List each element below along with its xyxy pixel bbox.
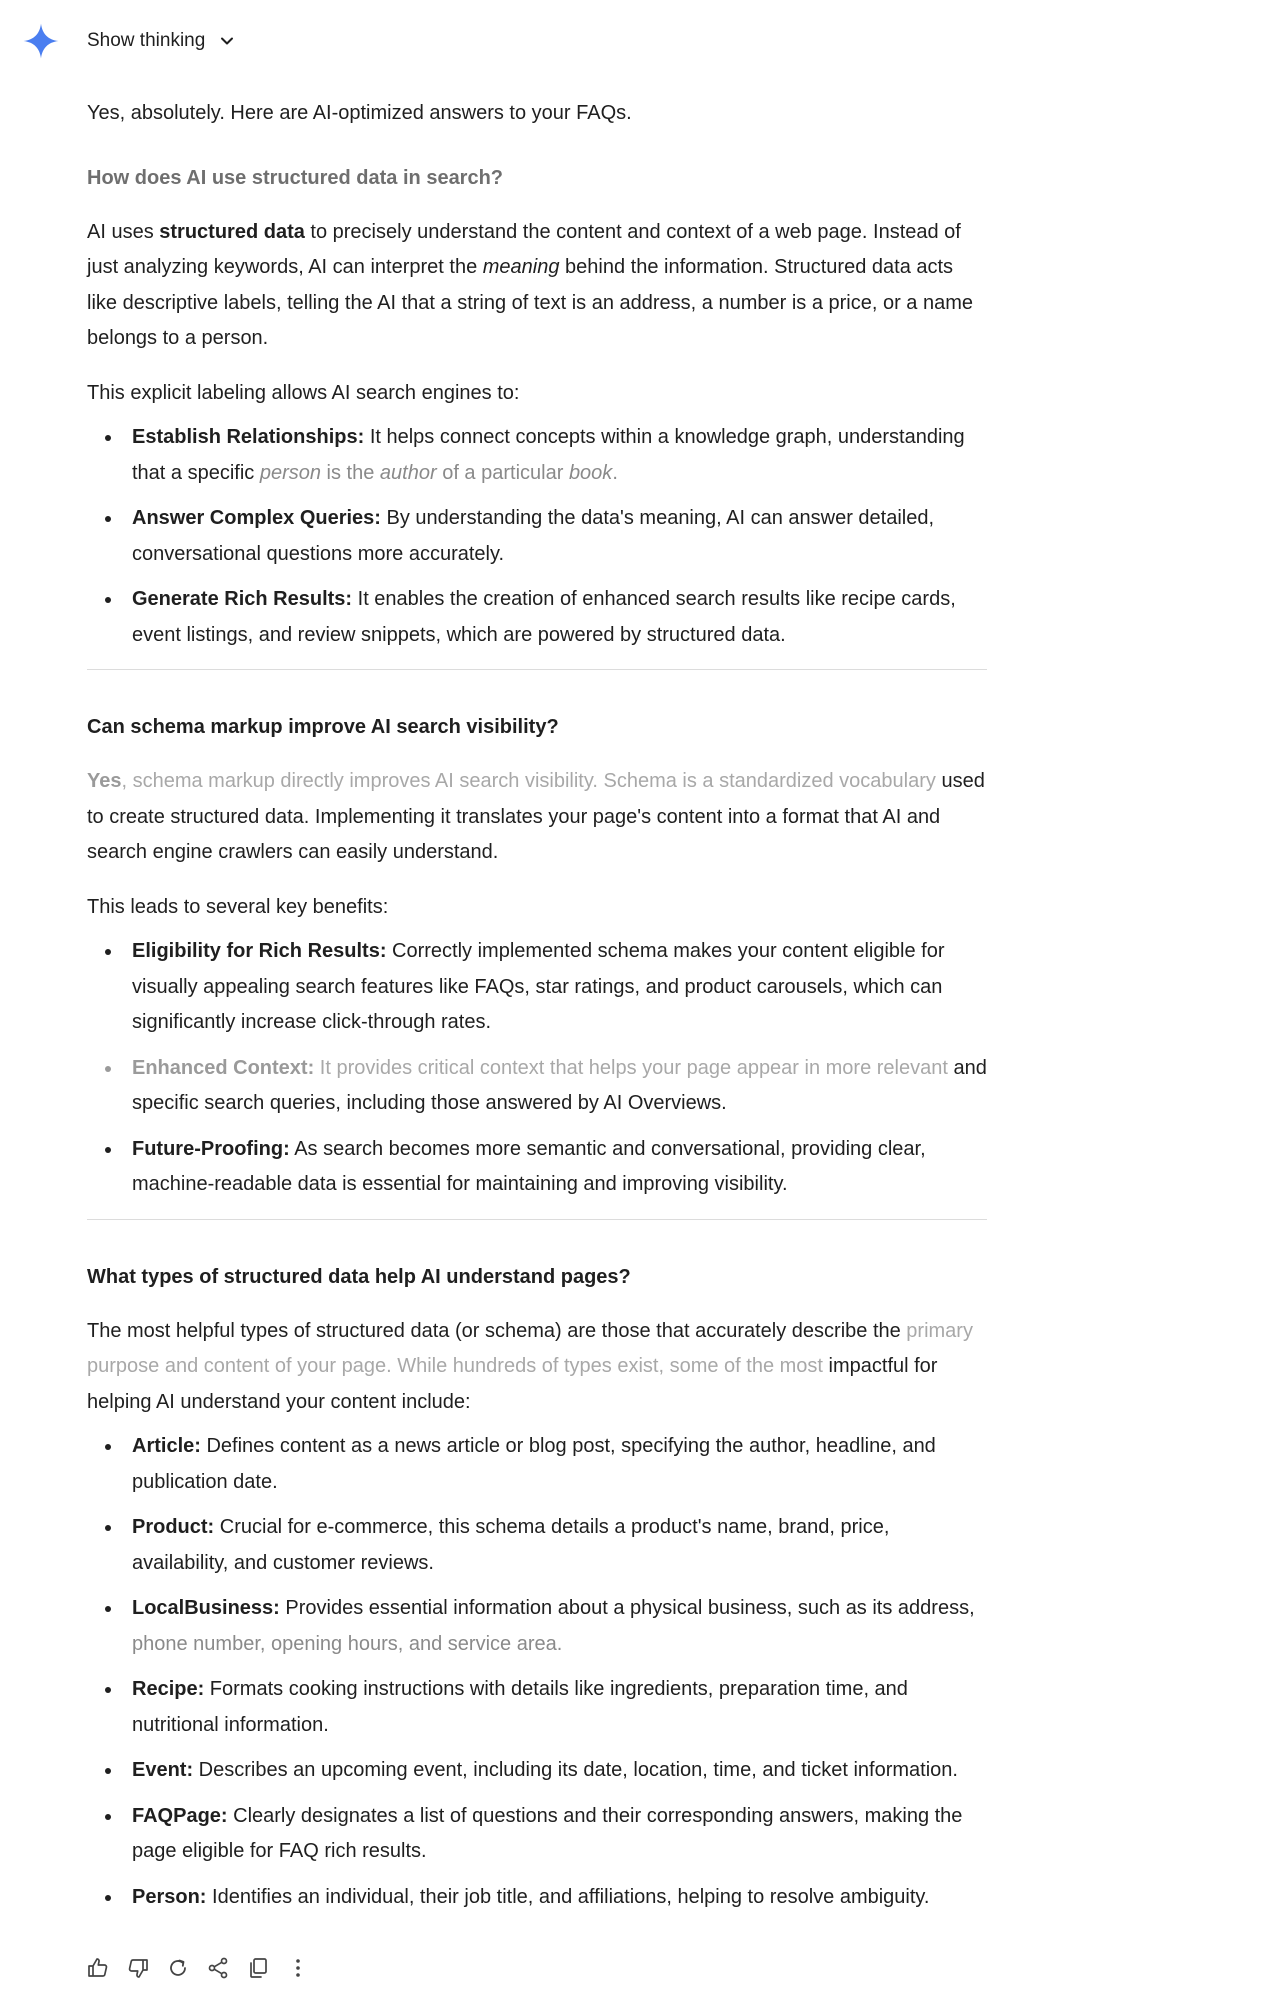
section-2-answer: Yes, schema markup directly improves AI search visibility. Schema is a standardized vocabulary used to create structured data. Implementing it translates your page's content into a format that AI and search engine crawlers can easily understand. xyxy=(87,770,985,863)
copy-icon[interactable] xyxy=(246,1956,270,1980)
thumbs-up-icon[interactable] xyxy=(86,1956,110,1980)
list-item: Generate Rich Results: It enables the creation of enhanced search results like recipe cards, event listings, and review snippets, which are powered by structured data. xyxy=(87,582,987,653)
show-thinking-toggle[interactable] xyxy=(87,26,235,56)
intro-text: Yes, absolutely. Here are AI-optimized answers to your FAQs. xyxy=(87,102,632,124)
section-heading-3: What types of structured data help AI understand pages? xyxy=(87,1265,631,1288)
section-2-list xyxy=(87,934,987,1203)
section-3-answer: The most helpful types of structured data (or schema) are those that accurately describe the primary purpose and content of your page. While hundreds of types exist, some of the most impactful for helping AI understand your content include: xyxy=(87,1319,973,1413)
list-item: Establish Relationships: It helps connect concepts within a knowledge graph, understanding that a specific person is the author of a particular book. xyxy=(87,420,987,491)
more-options-icon[interactable] xyxy=(286,1956,310,1980)
section-1-lead: This explicit labeling allows AI search engines to: xyxy=(87,381,520,404)
list-item: Answer Complex Queries: By understanding the data's meaning, AI can answer detailed, conversational questions more accurately. xyxy=(87,501,987,572)
chevron-down-icon xyxy=(219,33,235,49)
list-item: Enhanced Context: It provides critical context that helps your page appear in more relevant and specific search queries, including those answered by AI Overviews. xyxy=(87,1051,987,1122)
section-1-list xyxy=(87,420,987,653)
list-item: Article: Defines content as a news article or blog post, specifying the author, headline, and publication date. xyxy=(87,1429,987,1500)
list-item: Recipe: Formats cooking instructions with details like ingredients, preparation time, and nutritional information. xyxy=(87,1672,987,1743)
response-content xyxy=(87,86,987,1925)
list-item: FAQPage: Clearly designates a list of questions and their corresponding answers, making the page eligible for FAQ rich results. xyxy=(87,1799,987,1870)
section-heading-2: Can schema markup improve AI search visibility? xyxy=(87,716,559,738)
response-actions xyxy=(86,1952,310,1984)
gemini-spark-icon xyxy=(22,22,60,60)
show-thinking-label: Show thinking xyxy=(87,30,206,51)
list-item: Product: Crucial for e-commerce, this schema details a product's name, brand, price, availability, and customer reviews. xyxy=(87,1510,987,1581)
section-divider xyxy=(87,1219,987,1220)
section-divider xyxy=(87,669,987,670)
response-header xyxy=(0,0,1268,80)
section-3-list xyxy=(87,1429,987,1915)
share-icon[interactable] xyxy=(206,1956,230,1980)
list-item: Future-Proofing: As search becomes more semantic and conversational, providing clear, machine-readable data is essential for maintaining and improving visibility. xyxy=(87,1132,987,1203)
section-heading-1: How does AI use structured data in search? xyxy=(87,166,504,189)
list-item: Eligibility for Rich Results: Correctly implemented schema makes your content eligible for visually appealing search features like FAQs, star ratings, and product carousels, which can significantly increase click-through rates. xyxy=(87,934,987,1041)
regenerate-icon[interactable] xyxy=(166,1956,190,1980)
section-1-answer: AI uses structured data to precisely understand the content and context of a web page. Instead of just analyzing keywords, AI can interpret the meaning behind the information. Structured data acts like descriptive labels, telling the AI that a string of text is an address, a number is a price, or a name belongs to a person. xyxy=(87,220,974,349)
list-item: LocalBusiness: Provides essential information about a physical business, such as its address, phone number, opening hours, and service area. xyxy=(87,1591,987,1662)
list-item: Event: Describes an upcoming event, including its date, location, time, and ticket information. xyxy=(87,1753,987,1789)
section-2-lead: This leads to several key benefits: xyxy=(87,895,389,918)
thumbs-down-icon[interactable] xyxy=(126,1956,150,1980)
list-item: Person: Identifies an individual, their job title, and affiliations, helping to resolve ambiguity. xyxy=(87,1880,987,1916)
